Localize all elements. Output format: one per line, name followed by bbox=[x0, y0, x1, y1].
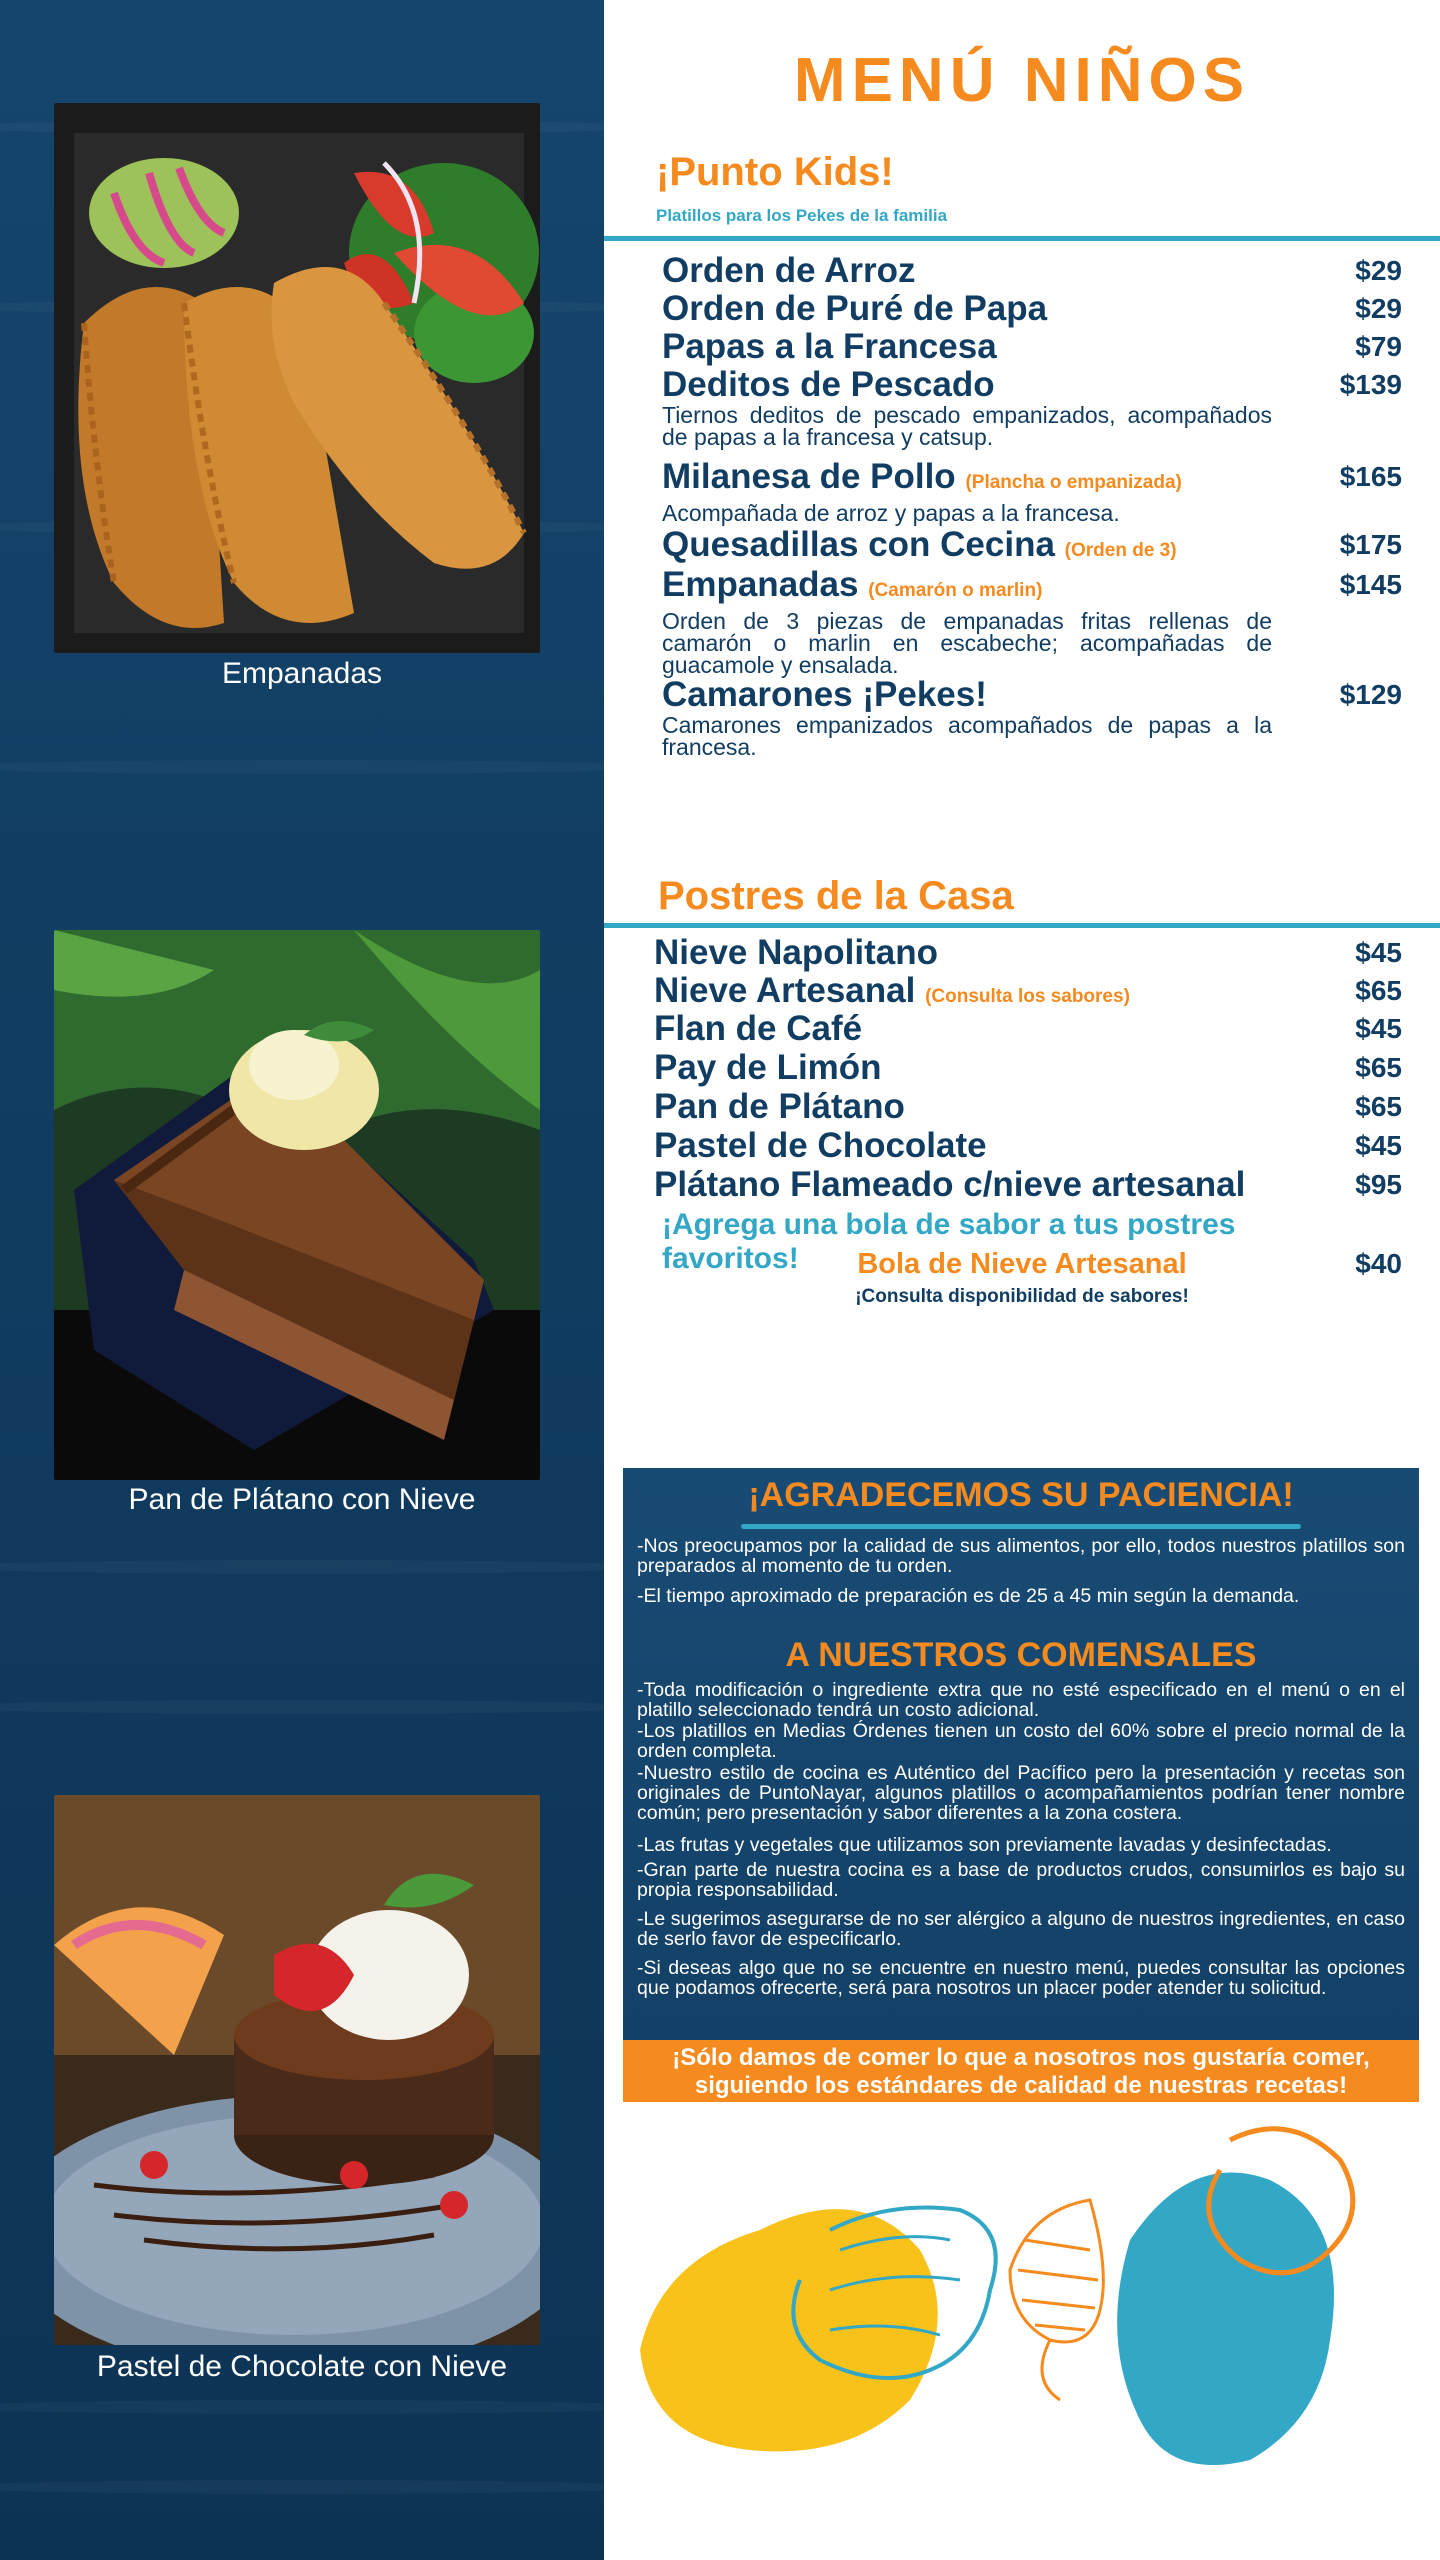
item-price: $65 bbox=[1355, 975, 1402, 1006]
kids-divider bbox=[604, 236, 1440, 241]
menu-item bbox=[662, 566, 1402, 676]
item-description: Orden de 3 piezas de empanadas fritas rellenas de camarón o marlin en escabeche; acompañadas de guacamole y ensalada. bbox=[662, 608, 1272, 678]
menu-item bbox=[662, 328, 1402, 366]
item-price: $29 bbox=[1355, 293, 1402, 324]
seafood-illustration bbox=[630, 2120, 1410, 2480]
item-name: Papas a la Francesa bbox=[662, 327, 997, 366]
kids-section-subtitle: Platillos para los Pekes de la familia bbox=[656, 206, 948, 225]
item-name: Deditos de Pescado bbox=[662, 365, 995, 404]
panel-title-underline bbox=[741, 1524, 1301, 1529]
banner-line-1: ¡Sólo damos de comer lo que a nosotros nos gustaría comer, bbox=[672, 2044, 1370, 2071]
item-price: $145 bbox=[1339, 569, 1402, 600]
panel-note: -Gran parte de nuestra cocina es a base de productos crudos, consumirlos es bajo su propia responsabilidad. bbox=[637, 1859, 1405, 1901]
empanadas-caption: Empanadas bbox=[221, 657, 383, 690]
dessert-item: Pay de Limón $65 bbox=[654, 1048, 1402, 1087]
desserts-divider bbox=[604, 923, 1440, 928]
banana-bread-caption: Pan de Plátano con Nieve bbox=[128, 1483, 476, 1516]
banner-line-2: siguiendo los estándares de calidad de nuestras recetas! bbox=[694, 2072, 1348, 2099]
item-name: Orden de Arroz bbox=[662, 251, 916, 290]
item-description: Camarones empanizados acompañados de papas a la francesa. bbox=[662, 712, 1272, 760]
item-note: (Orden de 3) bbox=[1064, 540, 1177, 561]
menu-item bbox=[662, 366, 1402, 448]
panel-note: -Los platillos en Medias Órdenes tienen un costo del 60% sobre el precio normal de la orden completa. bbox=[637, 1720, 1405, 1762]
item-price: $139 bbox=[1339, 369, 1402, 400]
panel-title-diners: A NUESTROS COMENSALES bbox=[785, 1636, 1257, 1674]
menu-item bbox=[662, 526, 1402, 570]
panel-note: -Las frutas y vegetales que utilizamos son previamente lavadas y desinfectadas. bbox=[637, 1834, 1332, 1856]
item-price: $65 bbox=[1355, 1052, 1402, 1083]
item-price: $129 bbox=[1339, 679, 1402, 710]
panel-paragraph: -El tiempo aproximado de preparación es de 25 a 45 min según la demanda. bbox=[637, 1585, 1300, 1607]
item-name: Orden de Puré de Papa bbox=[662, 289, 1048, 328]
extra-item-name: Bola de Nieve Artesanal bbox=[857, 1248, 1187, 1280]
item-price: $79 bbox=[1355, 331, 1402, 362]
page-title: MENÚ NIÑOS bbox=[793, 46, 1251, 115]
extra-item-note: ¡Consulta disponibilidad de sabores! bbox=[855, 1286, 1189, 1307]
dessert-item: Nieve Artesanal (Consulta los sabores) $65 bbox=[654, 971, 1402, 1010]
item-price: $65 bbox=[1355, 1091, 1402, 1122]
panel-note: -Si deseas algo que no se encuentre en nuestro menú, puedes consultar las opciones que podamos ofrecerte, será para nosotros un placer poder atender tu solicitud. bbox=[637, 1957, 1405, 1999]
banana-bread-photo bbox=[54, 930, 540, 1480]
menu-item bbox=[662, 252, 1402, 290]
menu-item bbox=[662, 676, 1402, 758]
menu-item bbox=[662, 290, 1402, 328]
dessert-promo: ¡Agrega una bola de sabor a tus postres favoritos! bbox=[662, 1208, 1236, 1275]
item-note: (Plancha o empanizada) bbox=[965, 472, 1182, 493]
item-price: $175 bbox=[1339, 529, 1402, 560]
extra-item-price: $40 bbox=[1355, 1248, 1402, 1279]
dessert-item: Nieve Napolitano $45 bbox=[654, 933, 1402, 972]
item-description: Acompañada de arroz y papas a la francesa. bbox=[662, 500, 1120, 526]
desserts-section-title: Postres de la Casa bbox=[658, 874, 1014, 918]
item-price: $45 bbox=[1355, 937, 1402, 968]
item-name: Empanadas bbox=[662, 565, 859, 604]
dessert-item: Pan de Plátano $65 bbox=[654, 1087, 1402, 1126]
dessert-item: Pastel de Chocolate $45 bbox=[654, 1126, 1402, 1165]
panel-note: -Le sugerimos asegurarse de no ser alérgico a alguno de nuestros ingredientes, en caso de serlo favor de especificarlo. bbox=[637, 1908, 1405, 1950]
quality-banner bbox=[623, 2040, 1419, 2102]
dessert-item: Flan de Café $45 bbox=[654, 1009, 1402, 1048]
item-price: $165 bbox=[1339, 461, 1402, 492]
item-note: (Consulta los sabores) bbox=[925, 986, 1130, 1007]
menu-item bbox=[662, 458, 1402, 524]
item-note: (Camarón o marlin) bbox=[868, 580, 1043, 601]
item-name: Quesadillas con Cecina bbox=[662, 525, 1055, 564]
empanadas-photo bbox=[54, 103, 540, 653]
panel-note: -Toda modificación o ingrediente extra que no esté especificado en el menú o en el platillo seleccionado tendrá un costo adicional. bbox=[637, 1679, 1405, 1721]
info-panel bbox=[623, 1468, 1419, 2102]
item-price: $95 bbox=[1355, 1169, 1402, 1200]
item-description: Tiernos deditos de pescado empanizados, acompañados de papas a la francesa y catsup. bbox=[662, 402, 1272, 450]
item-price: $29 bbox=[1355, 255, 1402, 286]
item-price: $45 bbox=[1355, 1130, 1402, 1161]
dessert-item: Plátano Flameado c/nieve artesanal $95 bbox=[654, 1165, 1402, 1204]
chocolate-cake-photo bbox=[54, 1795, 540, 2345]
panel-paragraph: -Nos preocupamos por la calidad de sus alimentos, por ello, todos nuestros platillos son preparados al momento de tu orden. bbox=[637, 1535, 1405, 1577]
item-price: $45 bbox=[1355, 1013, 1402, 1044]
panel-note: -Nuestro estilo de cocina es Auténtico del Pacífico pero la presentación y recetas son originales de PuntoNayar, algunos platillos o acompañamientos podrían tener nombre común; pero presentación y sabor diferentes a la zona costera. bbox=[637, 1762, 1405, 1824]
item-name: Camarones ¡Pekes! bbox=[662, 675, 987, 714]
item-name: Milanesa de Pollo bbox=[662, 457, 956, 496]
panel-title-patience: ¡AGRADECEMOS SU PACIENCIA! bbox=[748, 1476, 1294, 1514]
chocolate-cake-caption: Pastel de Chocolate con Nieve bbox=[96, 2350, 508, 2383]
kids-section-title: ¡Punto Kids! bbox=[656, 150, 894, 194]
left-column bbox=[0, 0, 604, 2560]
